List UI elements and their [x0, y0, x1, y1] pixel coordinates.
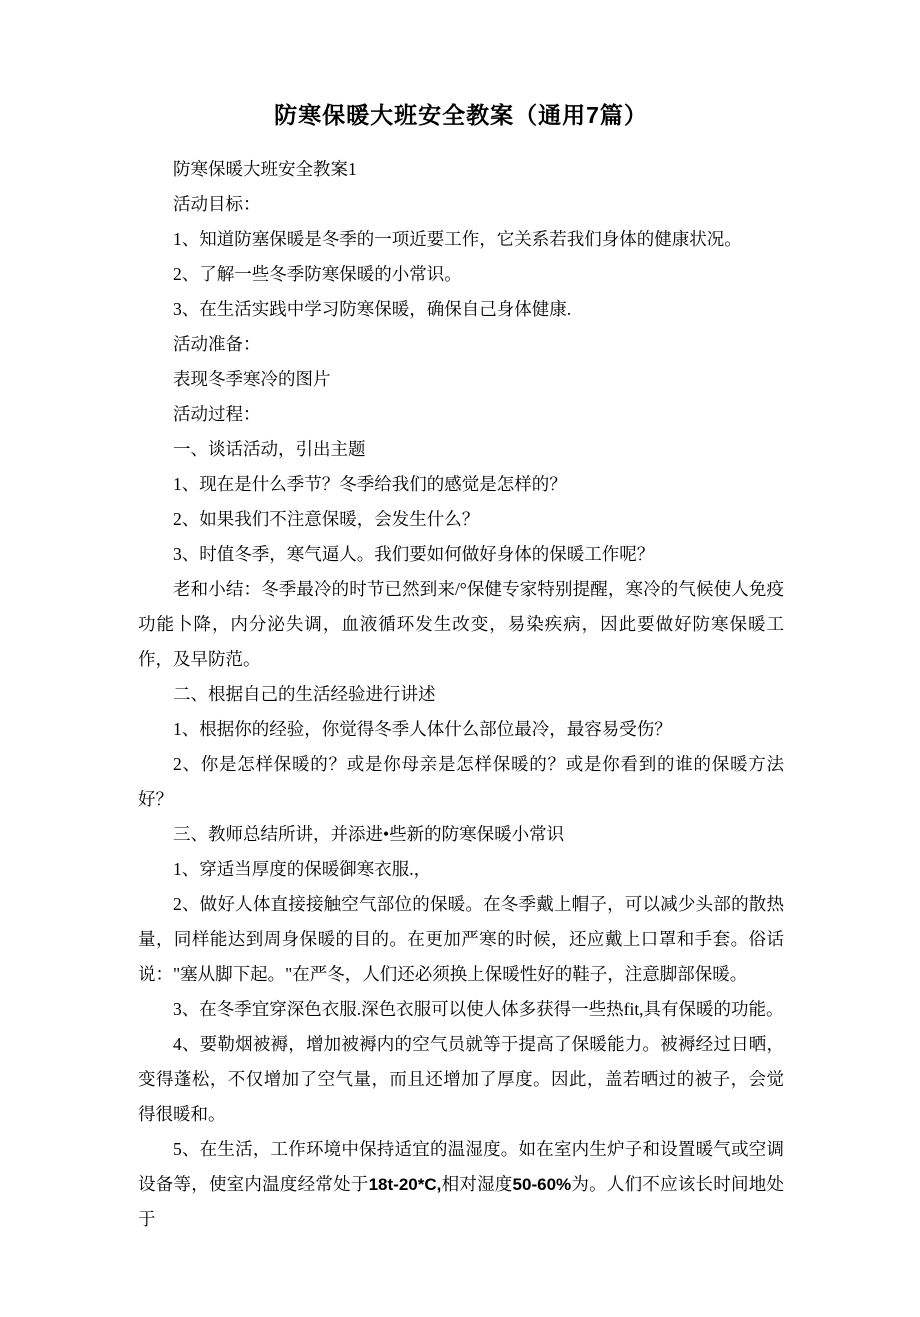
paragraph-temperature-humidity	[138, 1132, 784, 1237]
paragraph: 2、如果我们不注意保暖，会发生什么？	[173, 509, 480, 529]
paragraph: 2、做好人体直接接触空气部位的保暖。在冬季戴上帽子，可以减少头部的散热量，同样能达到周身保暖的目的。在更加严寒的时候，还应戴上口罩和手套。俗话说："塞从脚下起。"在严冬，人们还必须换上保暖性好的鞋子，注意脚部保暖。	[138, 894, 784, 984]
paragraph: 3、时值冬季，寒气逼人。我们要如何做好身体的保暖工作呢？	[173, 544, 655, 564]
activity-process-label: 活动过程：	[173, 404, 261, 424]
paragraph: 1、现在是什么季节？冬季给我们的感觉是怎样的？	[173, 474, 567, 494]
paragraph-text-segment: 为。人们不应该长时间地处于	[138, 1174, 785, 1229]
paragraph: 1、穿适当厚度的保暖御寒衣服.，	[173, 859, 432, 879]
paragraph: 1、根据你的经验，你觉得冬季人体什么部位最冷，最容易受伤？	[173, 719, 672, 739]
section-two-heading: 二、根据自己的生活经验进行讲述	[173, 684, 436, 704]
lesson-plan-1-heading: 防寒保暖大班安全教案1	[173, 159, 357, 179]
section-one-heading: 一、谈话活动，引出主题	[173, 439, 366, 459]
humidity-value: 50-60%	[512, 1175, 572, 1194]
paragraph-text-segment: 相对湿度	[441, 1174, 513, 1194]
paragraph: 2、了解一些冬季防寒保暖的小常识。	[173, 264, 462, 284]
paragraph: 3、在生活实践中学习防寒保暖，确保自己身体健康.	[173, 299, 572, 319]
document-title: 防寒保暖大班安全教案（通用7篇）	[274, 102, 648, 128]
paragraph: 表现冬季寒冷的图片	[173, 369, 331, 389]
temperature-value: 18t-20*C,	[368, 1175, 442, 1194]
paragraph-text-segment: 5、在生活，工作环境中保持适宜的温湿度。如在室内生炉子和设置暖气或空调设备等，使室内温度经常处于	[138, 1139, 784, 1194]
activity-goals-label: 活动目标：	[173, 194, 261, 214]
section-three-heading: 三、教师总结所讲，并添进•些新的防寒保暖小常识	[173, 824, 565, 844]
paragraph: 3、在冬季宜穿深色衣服.深色衣服可以使人体多获得一些热fit,具有保暖的功能。	[173, 999, 784, 1019]
teacher-summary-paragraph: 老和小结：冬季最冷的时节已然到来/°保健专家特别提醒，寒冷的气候使人免疫功能卜降，内分泌失调，血液循环发生改变，易染疾病，因此要做好防寒保暖工作，及早防范。	[138, 579, 784, 669]
activity-preparation-label: 活动准备：	[173, 334, 261, 354]
paragraph: 2、你是怎样保暖的？或是你母亲是怎样保暖的？或是你看到的谁的保暖方法好？	[138, 754, 784, 809]
paragraph: 1、知道防塞保暖是冬季的一项近要工作，它关系若我们身体的健康状况。	[173, 229, 742, 249]
paragraph: 4、要勒烟被褥，增加被褥内的空气员就等于提高了保暖能力。被褥经过日晒，变得蓬松，不仅增加了空气量，而且还增加了厚度。因此，盖若晒过的被子，会觉得很暖和。	[138, 1034, 784, 1124]
